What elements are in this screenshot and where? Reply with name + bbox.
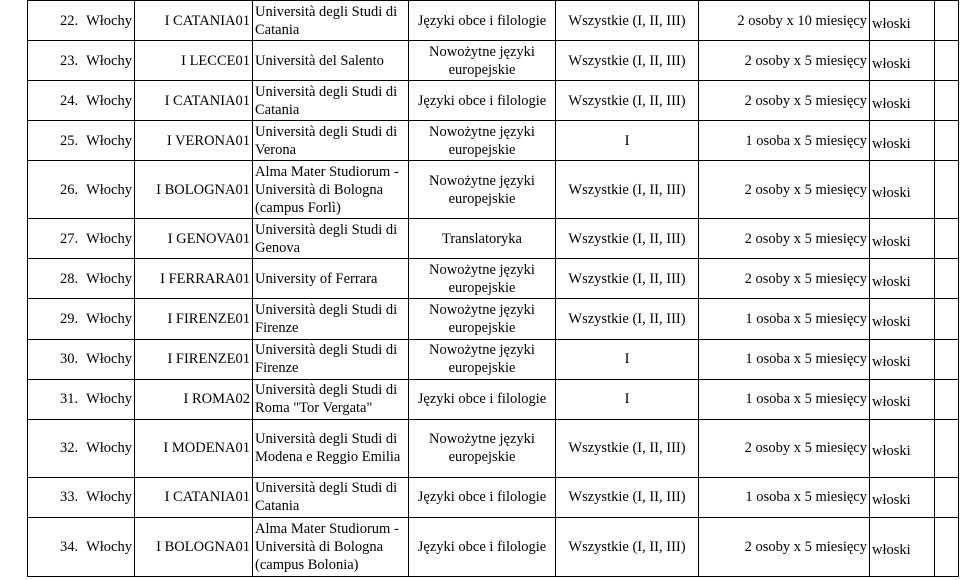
country: Włochy bbox=[86, 132, 132, 149]
row-number: 33. bbox=[59, 489, 79, 506]
empty-cell bbox=[935, 1, 959, 41]
teaching-language: włoski bbox=[872, 95, 911, 112]
study-field: Języki obce i filologie bbox=[409, 1, 556, 41]
study-level: Wszystkie (I, II, III) bbox=[556, 81, 699, 121]
erasmus-code: I CATANIA01 bbox=[135, 81, 253, 121]
empty-cell bbox=[935, 259, 959, 299]
study-level: Wszystkie (I, II, III) bbox=[556, 477, 699, 517]
row-number: 26. bbox=[59, 181, 79, 198]
language-cell bbox=[870, 259, 935, 299]
empty-cell bbox=[935, 419, 959, 477]
study-level: Wszystkie (I, II, III) bbox=[556, 41, 699, 81]
language-cell bbox=[870, 161, 935, 219]
study-level: Wszystkie (I, II, III) bbox=[556, 299, 699, 339]
table-row bbox=[28, 41, 959, 81]
study-field: Nowożytne języki europejskie bbox=[409, 419, 556, 477]
language-cell bbox=[870, 477, 935, 517]
erasmus-code: I VERONA01 bbox=[135, 121, 253, 161]
people-months: 2 osoby x 5 miesięcy bbox=[699, 419, 870, 477]
empty-cell bbox=[935, 299, 959, 339]
row-number: 23. bbox=[59, 52, 79, 69]
study-field: Nowożytne języki europejskie bbox=[409, 299, 556, 339]
empty-cell bbox=[935, 161, 959, 219]
country: Włochy bbox=[86, 391, 132, 408]
erasmus-code: I GENOVA01 bbox=[135, 219, 253, 259]
erasmus-code: I LECCE01 bbox=[135, 41, 253, 81]
row-number: 24. bbox=[59, 92, 79, 109]
language-cell bbox=[870, 517, 935, 576]
empty-cell bbox=[935, 339, 959, 379]
language-cell bbox=[870, 81, 935, 121]
erasmus-code: I ROMA02 bbox=[135, 379, 253, 419]
country: Włochy bbox=[86, 311, 132, 327]
row-number-country-cell bbox=[28, 419, 135, 477]
study-level: Wszystkie (I, II, III) bbox=[556, 259, 699, 299]
people-months: 1 osoba x 5 miesięcy bbox=[699, 339, 870, 379]
country: Włochy bbox=[86, 351, 132, 368]
table-row bbox=[28, 299, 959, 339]
table-row bbox=[28, 259, 959, 299]
row-number-country-cell bbox=[28, 81, 135, 121]
university-name: Università del Salento bbox=[253, 41, 409, 81]
people-months: 2 osoby x 5 miesięcy bbox=[699, 41, 870, 81]
empty-cell bbox=[935, 379, 959, 419]
empty-cell bbox=[935, 219, 959, 259]
language-cell bbox=[870, 1, 935, 41]
teaching-language: włoski bbox=[872, 55, 911, 72]
university-name: Alma Mater Studiorum - Università di Bologna (campus Forlì) bbox=[253, 161, 409, 219]
row-number: 32. bbox=[59, 440, 79, 457]
row-number-country-cell bbox=[28, 339, 135, 379]
language-cell bbox=[870, 41, 935, 81]
language-cell bbox=[870, 121, 935, 161]
table-row bbox=[28, 1, 959, 41]
university-name: Università degli Studi di Catania bbox=[253, 81, 409, 121]
row-number: 27. bbox=[59, 230, 79, 247]
erasmus-code: I BOLOGNA01 bbox=[135, 517, 253, 576]
study-field: Nowożytne języki europejskie bbox=[409, 339, 556, 379]
table-row bbox=[28, 379, 959, 419]
university-name: Università degli Studi di Verona bbox=[253, 121, 409, 161]
people-months: 2 osoby x 10 miesięcy bbox=[699, 1, 870, 41]
study-level: Wszystkie (I, II, III) bbox=[556, 161, 699, 219]
country: Włochy bbox=[86, 92, 132, 109]
study-level: I bbox=[556, 339, 699, 379]
country: Włochy bbox=[86, 52, 132, 69]
table-row bbox=[28, 339, 959, 379]
country: Włochy bbox=[86, 270, 132, 287]
teaching-language: włoski bbox=[872, 15, 911, 32]
study-field: Języki obce i filologie bbox=[409, 517, 556, 576]
university-name: University of Ferrara bbox=[253, 259, 409, 299]
country: Włochy bbox=[86, 230, 132, 247]
people-months: 2 osoby x 5 miesięcy bbox=[699, 219, 870, 259]
language-cell bbox=[870, 339, 935, 379]
row-number: 30. bbox=[59, 351, 79, 368]
study-field: Nowożytne języki europejskie bbox=[409, 259, 556, 299]
study-field: Języki obce i filologie bbox=[409, 379, 556, 419]
table-row bbox=[28, 477, 959, 517]
row-number: 34. bbox=[59, 538, 79, 555]
table-row bbox=[28, 161, 959, 219]
language-cell bbox=[870, 299, 935, 339]
erasmus-code: I FERRARA01 bbox=[135, 259, 253, 299]
study-level: Wszystkie (I, II, III) bbox=[556, 1, 699, 41]
study-level: I bbox=[556, 121, 699, 161]
study-field: Nowożytne języki europejskie bbox=[409, 121, 556, 161]
row-number-country-cell bbox=[28, 517, 135, 576]
study-field: Nowożytne języki europejskie bbox=[409, 41, 556, 81]
empty-cell bbox=[935, 121, 959, 161]
country: Włochy bbox=[86, 538, 132, 555]
teaching-language: włoski bbox=[872, 314, 911, 330]
university-name: Università degli Studi di Firenze bbox=[253, 299, 409, 339]
table-row bbox=[28, 81, 959, 121]
row-number-country-cell bbox=[28, 41, 135, 81]
erasmus-code: I FIRENZE01 bbox=[135, 339, 253, 379]
study-field: Nowożytne języki europejskie bbox=[409, 161, 556, 219]
people-months: 1 osoba x 5 miesięcy bbox=[699, 299, 870, 339]
row-number-country-cell bbox=[28, 219, 135, 259]
study-level: Wszystkie (I, II, III) bbox=[556, 517, 699, 576]
empty-cell bbox=[935, 477, 959, 517]
teaching-language: włoski bbox=[872, 354, 911, 371]
country: Włochy bbox=[86, 12, 132, 29]
erasmus-code: I FIRENZE01 bbox=[135, 299, 253, 339]
table-row bbox=[28, 219, 959, 259]
people-months: 2 osoby x 5 miesięcy bbox=[699, 259, 870, 299]
teaching-language: włoski bbox=[872, 541, 911, 558]
row-number: 25. bbox=[59, 132, 79, 149]
country: Włochy bbox=[86, 181, 132, 198]
country: Włochy bbox=[86, 440, 132, 457]
language-cell bbox=[870, 379, 935, 419]
table-row bbox=[28, 419, 959, 477]
row-number: 22. bbox=[59, 12, 79, 29]
people-months: 1 osoba x 5 miesięcy bbox=[699, 477, 870, 517]
row-number-country-cell bbox=[28, 477, 135, 517]
teaching-language: włoski bbox=[872, 233, 911, 250]
people-months: 2 osoby x 5 miesięcy bbox=[699, 517, 870, 576]
teaching-language: włoski bbox=[872, 273, 911, 290]
teaching-language: włoski bbox=[872, 135, 911, 152]
empty-cell bbox=[935, 81, 959, 121]
row-number-country-cell bbox=[28, 379, 135, 419]
teaching-language: włoski bbox=[872, 492, 911, 509]
language-cell bbox=[870, 419, 935, 477]
row-number: 31. bbox=[59, 391, 79, 408]
university-name: Università degli Studi di Genova bbox=[253, 219, 409, 259]
empty-cell bbox=[935, 517, 959, 576]
university-name: Università degli Studi di Modena e Reggio Emilia bbox=[253, 419, 409, 477]
university-name: Università degli Studi di Catania bbox=[253, 1, 409, 41]
table-body bbox=[28, 1, 959, 577]
empty-cell bbox=[935, 41, 959, 81]
erasmus-code: I BOLOGNA01 bbox=[135, 161, 253, 219]
row-number-country-cell bbox=[28, 161, 135, 219]
people-months: 2 osoby x 5 miesięcy bbox=[699, 81, 870, 121]
study-level: Wszystkie (I, II, III) bbox=[556, 219, 699, 259]
university-name: Alma Mater Studiorum - Università di Bologna (campus Bolonia) bbox=[253, 517, 409, 576]
study-field: Języki obce i filologie bbox=[409, 81, 556, 121]
people-months: 2 osoby x 5 miesięcy bbox=[699, 161, 870, 219]
erasmus-code: I MODENA01 bbox=[135, 419, 253, 477]
study-level: Wszystkie (I, II, III) bbox=[556, 419, 699, 477]
university-name: Università degli Studi di Roma "Tor Vergata" bbox=[253, 379, 409, 419]
university-name: Università degli Studi di Firenze bbox=[253, 339, 409, 379]
table-row bbox=[28, 517, 959, 576]
country: Włochy bbox=[86, 489, 132, 506]
teaching-language: włoski bbox=[872, 184, 911, 201]
people-months: 1 osoba x 5 miesięcy bbox=[699, 379, 870, 419]
study-field: Języki obce i filologie bbox=[409, 477, 556, 517]
university-name: Università degli Studi di Catania bbox=[253, 477, 409, 517]
row-number-country-cell bbox=[28, 299, 135, 339]
teaching-language: włoski bbox=[872, 394, 911, 411]
table-row bbox=[28, 121, 959, 161]
row-number: 29. bbox=[59, 311, 79, 327]
people-months: 1 osoba x 5 miesięcy bbox=[699, 121, 870, 161]
erasmus-code: I CATANIA01 bbox=[135, 1, 253, 41]
erasmus-code: I CATANIA01 bbox=[135, 477, 253, 517]
study-level: I bbox=[556, 379, 699, 419]
row-number-country-cell bbox=[28, 121, 135, 161]
study-field: Translatoryka bbox=[409, 219, 556, 259]
row-number-country-cell bbox=[28, 1, 135, 41]
row-number: 28. bbox=[59, 270, 79, 287]
row-number-country-cell bbox=[28, 259, 135, 299]
exchange-table bbox=[27, 0, 959, 577]
teaching-language: włoski bbox=[872, 443, 911, 460]
language-cell bbox=[870, 219, 935, 259]
